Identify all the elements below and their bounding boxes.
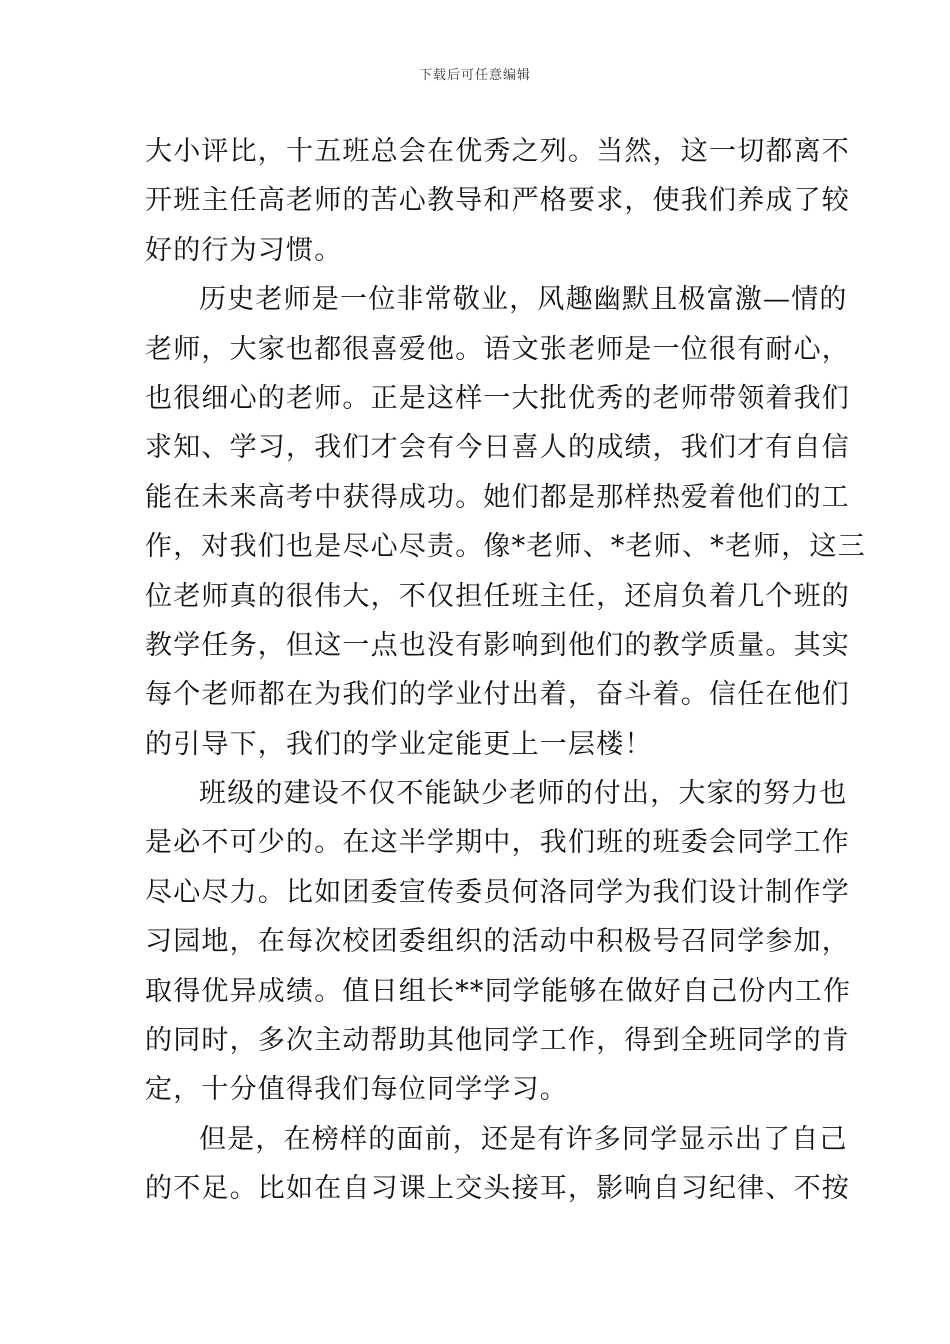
text-line: 作，对我们也是尽心尽责。像*老师、*老师、*老师，这三 [145, 531, 866, 563]
page-header: 下载后可任意编辑 [418, 68, 531, 83]
text-line: 每个老师都在为我们的学业付出着，奋斗着。信任在他们 [145, 679, 850, 711]
text-line: 大小评比，十五班总会在优秀之列。当然，这一切都离不 [145, 136, 850, 167]
text-line: 的不足。比如在自习课上交头接耳，影响自习纪律、不按 [145, 1173, 850, 1205]
text-line: 的引导下，我们的学业定能更上一层楼！ [145, 728, 653, 760]
text-line: 好的行为习惯。 [145, 234, 343, 266]
text-line: 能在未来高考中获得成功。她们都是那样热爱着他们的工 [145, 481, 850, 513]
text-line: 班级的建设不仅不能缺少老师的付出，大家的努力也 [199, 778, 848, 810]
text-line: 的同时，多次主动帮助其他同学工作，得到全班同学的肯 [145, 1025, 850, 1057]
document-body [145, 127, 866, 1214]
text-line: 开班主任高老师的苦心教导和严格要求，使我们养成了较 [145, 185, 850, 217]
text-line: 是必不可少的。在这半学期中，我们班的班委会同学工作 [145, 827, 850, 859]
text-line: 也很细心的老师。正是这样一大批优秀的老师带领着我们 [145, 382, 850, 414]
text-line: 习园地，在每次校团委组织的活动中积极号召同学参加， [145, 926, 850, 958]
text-line: 定，十分值得我们每位同学学习。 [145, 1074, 568, 1106]
text-line: 尽心尽力。比如团委宣传委员何洛同学为我们设计制作学 [145, 876, 850, 908]
text-line: 但是，在榜样的面前，还是有许多同学显示出了自己 [199, 1123, 848, 1155]
text-line: 历史老师是一位非常敬业，风趣幽默且极富激—情的 [199, 284, 848, 316]
text-line: 取得优异成绩。值日组长**同学能够在做好自己份内工作 [145, 975, 852, 1007]
text-line: 求知、学习，我们才会有今日喜人的成绩，我们才有自信 [145, 432, 850, 464]
text-line: 老师，大家也都很喜爱他。语文张老师是一位很有耐心， [145, 333, 850, 365]
text-line: 教学任务，但这一点也没有影响到他们的教学质量。其实 [145, 629, 850, 661]
text-line: 位老师真的很伟大，不仅担任班主任，还肩负着几个班的 [145, 580, 850, 612]
